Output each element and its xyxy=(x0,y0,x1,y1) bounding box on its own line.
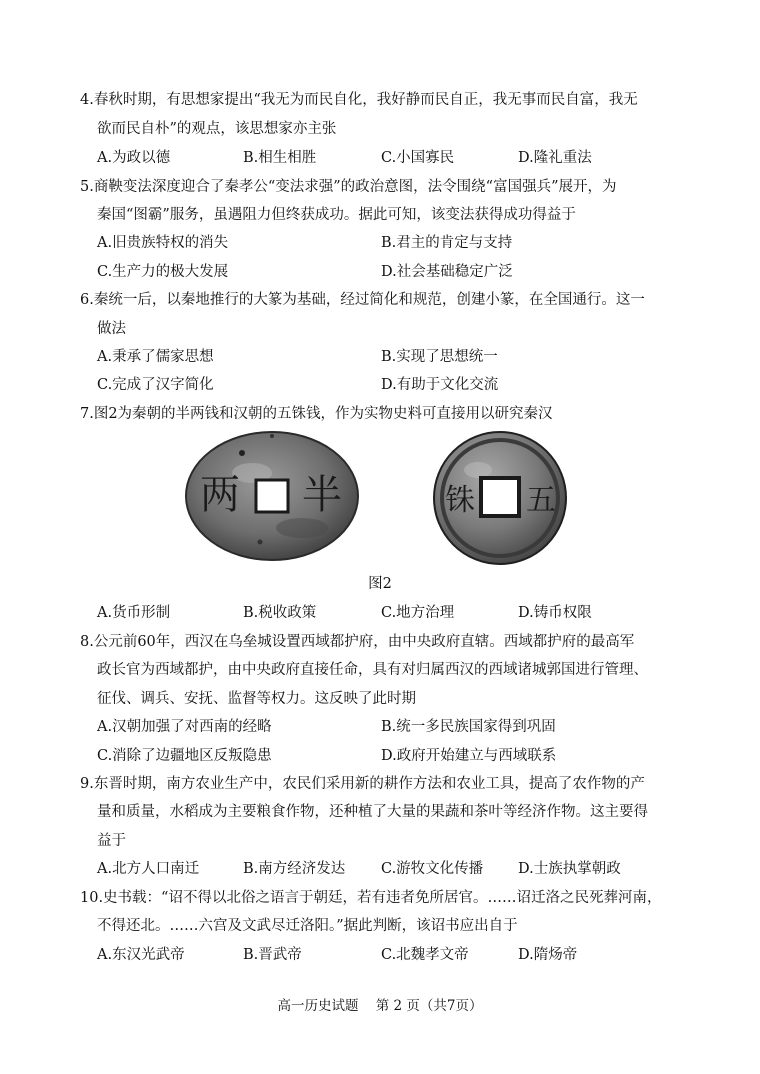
q8-option-b[interactable]: B.统一多民族国家得到巩固 xyxy=(381,719,556,735)
q4-option-b[interactable]: B.相生相胜 xyxy=(243,150,317,166)
q7-option-a[interactable]: A.货币形制 xyxy=(97,605,171,621)
q6-option-c[interactable]: C.完成了汉字简化 xyxy=(97,377,214,393)
q5-option-c[interactable]: C.生产力的极大发展 xyxy=(97,264,229,280)
q10-option-a[interactable]: A.东汉光武帝 xyxy=(97,947,185,963)
q5-stem-line-2: 秦国“图霸”服务，虽遇阻力但终获成功。据此可知，该变法获得成功得益于 xyxy=(97,207,576,223)
q9-option-a[interactable]: A.北方人口南迁 xyxy=(97,861,200,877)
q9-option-b[interactable]: B.南方经济发达 xyxy=(243,861,346,877)
q10-option-d[interactable]: D.隋炀帝 xyxy=(518,947,578,963)
q10-stem-line-1: 10.史书载：“诏不得以北俗之语言于朝廷，若有违者免所居官。……诏迁洛之民死葬河南， xyxy=(80,890,662,906)
q5-option-a[interactable]: A.旧贵族特权的消失 xyxy=(97,235,229,251)
q4-stem-line-1: 4.春秋时期，有思想家提出“我无为而民自化，我好静而民自正，我无事而民自富，我无 xyxy=(80,92,638,108)
q6-option-d[interactable]: D.有助于文化交流 xyxy=(381,377,499,393)
q4-option-c[interactable]: C.小国寡民 xyxy=(381,150,455,166)
q5-option-b[interactable]: B.君主的肯定与支持 xyxy=(381,235,513,251)
q6-option-b[interactable]: B.实现了思想统一 xyxy=(381,349,498,365)
page-footer: 高一历史试题 第 2 页（共7页） xyxy=(277,998,483,1014)
q4-option-d[interactable]: D.隆礼重法 xyxy=(518,150,592,166)
wu-zhu-coin-image xyxy=(428,430,572,566)
q7-option-c[interactable]: C.地方治理 xyxy=(381,605,455,621)
q6-option-a[interactable]: A.秉承了儒家思想 xyxy=(97,349,214,365)
q9-stem-line-2: 量和质量，水稻成为主要粮食作物，还种植了大量的果蔬和茶叶等经济作物。这主要得 xyxy=(97,804,648,820)
q8-stem-line-2: 政长官为西域都护，由中央政府直接任命，具有对归属西汉的西域诸城郭国进行管理、 xyxy=(97,662,648,678)
figure-caption: 图2 xyxy=(368,576,392,592)
ban-liang-coin-image xyxy=(182,428,362,564)
q7-stem-line-1: 7.图2为秦朝的半两钱和汉朝的五铢钱，作为实物史料可直接用以研究秦汉 xyxy=(80,406,553,422)
q8-option-c[interactable]: C.消除了边疆地区反叛隐患 xyxy=(97,748,272,764)
q6-stem-line-2: 做法 xyxy=(97,321,126,337)
q6-stem-line-1: 6.秦统一后，以秦地推行的大篆为基础，经过简化和规范，创建小篆，在全国通行。这一 xyxy=(80,292,645,308)
q9-stem-line-3: 益于 xyxy=(97,833,126,849)
q10-option-c[interactable]: C.北魏孝文帝 xyxy=(381,947,469,963)
q8-stem-line-3: 征伐、调兵、安抚、监督等权力。这反映了此时期 xyxy=(97,691,416,707)
q4-option-a[interactable]: A.为政以德 xyxy=(97,150,171,166)
q9-option-d[interactable]: D.士族执掌朝政 xyxy=(518,861,621,877)
q5-stem-line-1: 5.商鞅变法深度迎合了秦孝公“变法求强”的政治意图，法令围绕“富国强兵”展开，为 xyxy=(80,179,617,195)
q5-option-d[interactable]: D.社会基础稳定广泛 xyxy=(381,264,513,280)
coin-char-ban: 半 xyxy=(302,472,342,518)
q9-option-c[interactable]: C.游牧文化传播 xyxy=(381,861,484,877)
q8-option-d[interactable]: D.政府开始建立与西域联系 xyxy=(381,748,557,764)
coin-char-zhu: 铢 xyxy=(445,483,475,518)
q9-stem-line-1: 9.东晋时期，南方农业生产中，农民们采用新的耕作方法和农业工具，提高了农作物的产 xyxy=(80,776,645,792)
coin-char-liang: 两 xyxy=(200,472,240,518)
q8-stem-line-1: 8.公元前60年，西汉在乌垒城设置西域都护府，由中央政府直辖。西域都护府的最高军 xyxy=(80,634,635,650)
q10-stem-line-2: 不得还北。……六宫及文武尽迁洛阳。”据此判断，该诏书应出自于 xyxy=(97,918,518,934)
q7-option-b[interactable]: B.税收政策 xyxy=(243,605,317,621)
q8-option-a[interactable]: A.汉朝加强了对西南的经略 xyxy=(97,719,272,735)
q4-stem-line-2: 欲而民自朴”的观点，该思想家亦主张 xyxy=(97,121,337,137)
q10-option-b[interactable]: B.晋武帝 xyxy=(243,947,302,963)
coin-char-wu: 五 xyxy=(526,483,556,518)
q7-option-d[interactable]: D.铸币权限 xyxy=(518,605,592,621)
